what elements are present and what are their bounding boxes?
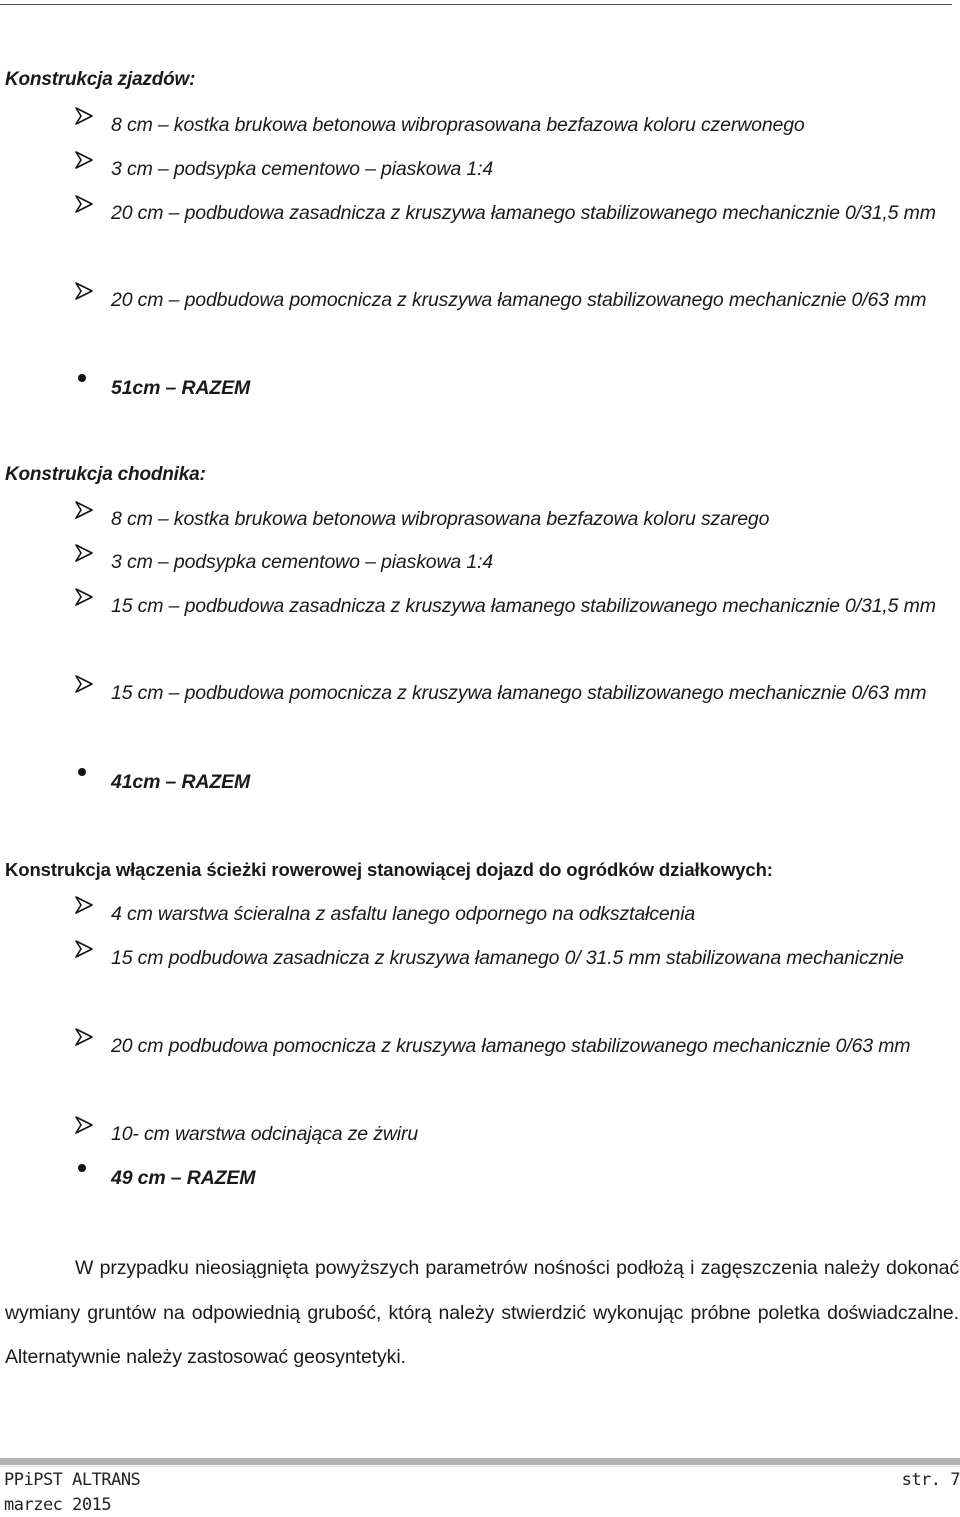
arrowhead-bullet-icon (74, 674, 94, 694)
footer-date: marzec 2015 (4, 1495, 112, 1515)
body-paragraph: W przypadku nieosiągnięta powyższych parametrów nośności podłożą i zagęszczenia należy dokonać wymiany gruntów na odpowiednią grubość, którą należy stwierdzić wykonując próbne poletka doświadczalne. Alternatywnie należy zastosować geosyntetyki. (5, 1257, 959, 1368)
arrowhead-bullet-icon (74, 1027, 94, 1047)
round-bullet-icon (78, 1164, 86, 1172)
list-item-text: 20 cm – podbudowa pomocnicza z kruszywa łamanego stabilizowanego mechanicznie 0/63 mm (111, 289, 927, 311)
list-item-text: 20 cm podbudowa pomocnicza z kruszywa łamanego stabilizowanego mechanicznie 0/63 mm (111, 1035, 911, 1057)
arrowhead-bullet-icon (74, 106, 94, 126)
arrowhead-bullet-icon (74, 939, 94, 959)
total-text: 41cm – RAZEM (111, 771, 251, 793)
arrowhead-bullet-icon (74, 587, 94, 607)
arrowhead-bullet-icon (74, 1115, 94, 1135)
footer-company: PPiPST ALTRANS (4, 1470, 141, 1490)
list-item-text: 8 cm – kostka brukowa betonowa wibroprasowana bezfazowa koloru szarego (111, 508, 770, 530)
list-item-text: 15 cm – podbudowa pomocnicza z kruszywa łamanego stabilizowanego mechanicznie 0/63 mm (111, 682, 927, 704)
list-item-text: 15 cm podbudowa zasadnicza z kruszywa łamanego 0/ 31.5 mm stabilizowana mechanicznie (111, 947, 904, 969)
arrowhead-bullet-icon (74, 281, 94, 301)
arrowhead-bullet-icon (74, 500, 94, 520)
list-item-text: 10- cm warstwa odcinająca ze żwiru (111, 1123, 419, 1145)
list-item-text: 3 cm – podsypka cementowo – piaskowa 1:4 (111, 158, 494, 180)
list-item-text: 3 cm – podsypka cementowo – piaskowa 1:4 (111, 551, 494, 573)
header-rule (0, 4, 952, 5)
list-item-text: 15 cm – podbudowa zasadnicza z kruszywa łamanego stabilizowanego mechanicznie 0/31,5 mm (111, 595, 936, 617)
total-text: 49 cm – RAZEM (111, 1167, 256, 1189)
round-bullet-icon (78, 374, 86, 382)
arrowhead-bullet-icon (74, 150, 94, 170)
arrowhead-bullet-icon (74, 194, 94, 214)
list-item-text: 4 cm warstwa ścieralna z asfaltu lanego odpornego na odkształcenia (111, 903, 696, 925)
list-item-text: 20 cm – podbudowa zasadnicza z kruszywa łamanego stabilizowanego mechanicznie 0/31,5 mm (111, 202, 936, 224)
footer-rule (0, 1458, 960, 1465)
arrowhead-bullet-icon (74, 543, 94, 563)
list-item-text: 8 cm – kostka brukowa betonowa wibroprasowana bezfazowa koloru czerwonego (111, 114, 805, 136)
section-title: Konstrukcja włączenia ścieżki rowerowej stanowiącej dojazd do ogródków działkowych: (5, 859, 773, 880)
total-text: 51cm – RAZEM (111, 377, 251, 399)
arrowhead-bullet-icon (74, 895, 94, 915)
footer-rule-thin (0, 1466, 960, 1467)
footer-page-number: str. 7 (901, 1470, 960, 1490)
section-title: Konstrukcja chodnika: (5, 464, 206, 485)
round-bullet-icon (78, 768, 86, 776)
section-title: Konstrukcja zjazdów: (5, 69, 196, 90)
